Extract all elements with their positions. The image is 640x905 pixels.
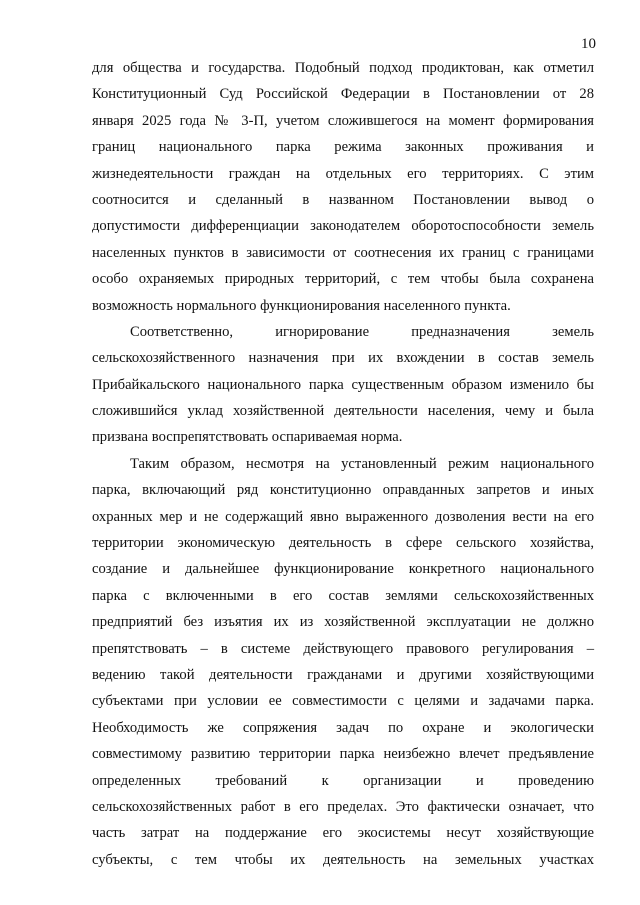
text-line: охранных мер и не содержащий явно выраженного дозволения вести на его — [92, 508, 594, 525]
text-line: предприятий без изъятия их из хозяйственной эксплуатации не должно — [92, 614, 594, 631]
text-line: парка с включенными в его состав землями сельскохозяйственных — [92, 587, 594, 604]
text-line: Конституционный Суд Российской Федерации в Постановлении от 28 — [92, 86, 594, 103]
body-text — [92, 55, 594, 873]
text-line: Соответственно, игнорирование предназначения земель — [130, 323, 594, 340]
text-line: призвана воспрепятствовать оспариваемая норма. — [92, 429, 403, 446]
text-line: соотносится и сделанный в названном Постановлении вывод о — [92, 191, 594, 208]
text-line: сложившийся уклад хозяйственной деятельности населения, чему и была — [92, 403, 594, 420]
text-line: сельскохозяйственного назначения при их вхождении в состав земель — [92, 350, 594, 367]
text-line: допустимости дифференциации законодателем оборотоспособности земель — [92, 218, 594, 235]
text-line: жизнедеятельности граждан на отдельных его территориях. С этим — [92, 165, 594, 182]
text-line: Необходимость же сопряжения задач по охране и экологически — [92, 719, 594, 736]
text-line: субъектами при условии ее совместимости с целями и задачами парка. — [92, 693, 594, 710]
text-line: совместимому развитию территории парка неизбежно влечет предъявление — [92, 746, 594, 763]
text-line: границ национального парка режима законных проживания и — [92, 139, 594, 156]
text-line: создание и дальнейшее функционирование конкретного национального — [92, 561, 594, 578]
text-line: января 2025 года № 3-П, учетом сложившегося на момент формирования — [92, 112, 594, 129]
text-line: Таким образом, несмотря на установленный режим национального — [130, 455, 594, 472]
text-line: часть затрат на поддержание его экосистемы несут хозяйствующие — [92, 825, 594, 842]
text-line: возможность нормального функционирования населенного пункта. — [92, 297, 511, 314]
text-line: Прибайкальского национального парка существенным образом изменило бы — [92, 376, 594, 393]
text-line: сельскохозяйственных работ в его пределах. Это фактически означает, что — [92, 798, 594, 815]
text-line: субъекты, с тем чтобы их деятельность на земельных участках — [92, 851, 594, 868]
text-line: определенных требований к организации и проведению — [92, 772, 594, 789]
text-line: населенных пунктов в зависимости от соотнесения их границ с границами — [92, 244, 594, 261]
text-line: территории экономическую деятельность в сфере сельского хозяйства, — [92, 535, 594, 552]
text-line: ведению такой деятельности гражданами и другими хозяйствующими — [92, 666, 594, 683]
text-line: для общества и государства. Подобный подход продиктован, как отметил — [92, 60, 594, 76]
text-line: особо охраняемых природных территорий, с тем чтобы была сохранена — [92, 271, 594, 288]
text-line: препятствовать – в системе действующего правового регулирования – — [92, 640, 594, 657]
page-number: 10 — [581, 36, 596, 52]
text-line: парка, включающий ряд конституционно оправданных запретов и иных — [92, 482, 594, 499]
